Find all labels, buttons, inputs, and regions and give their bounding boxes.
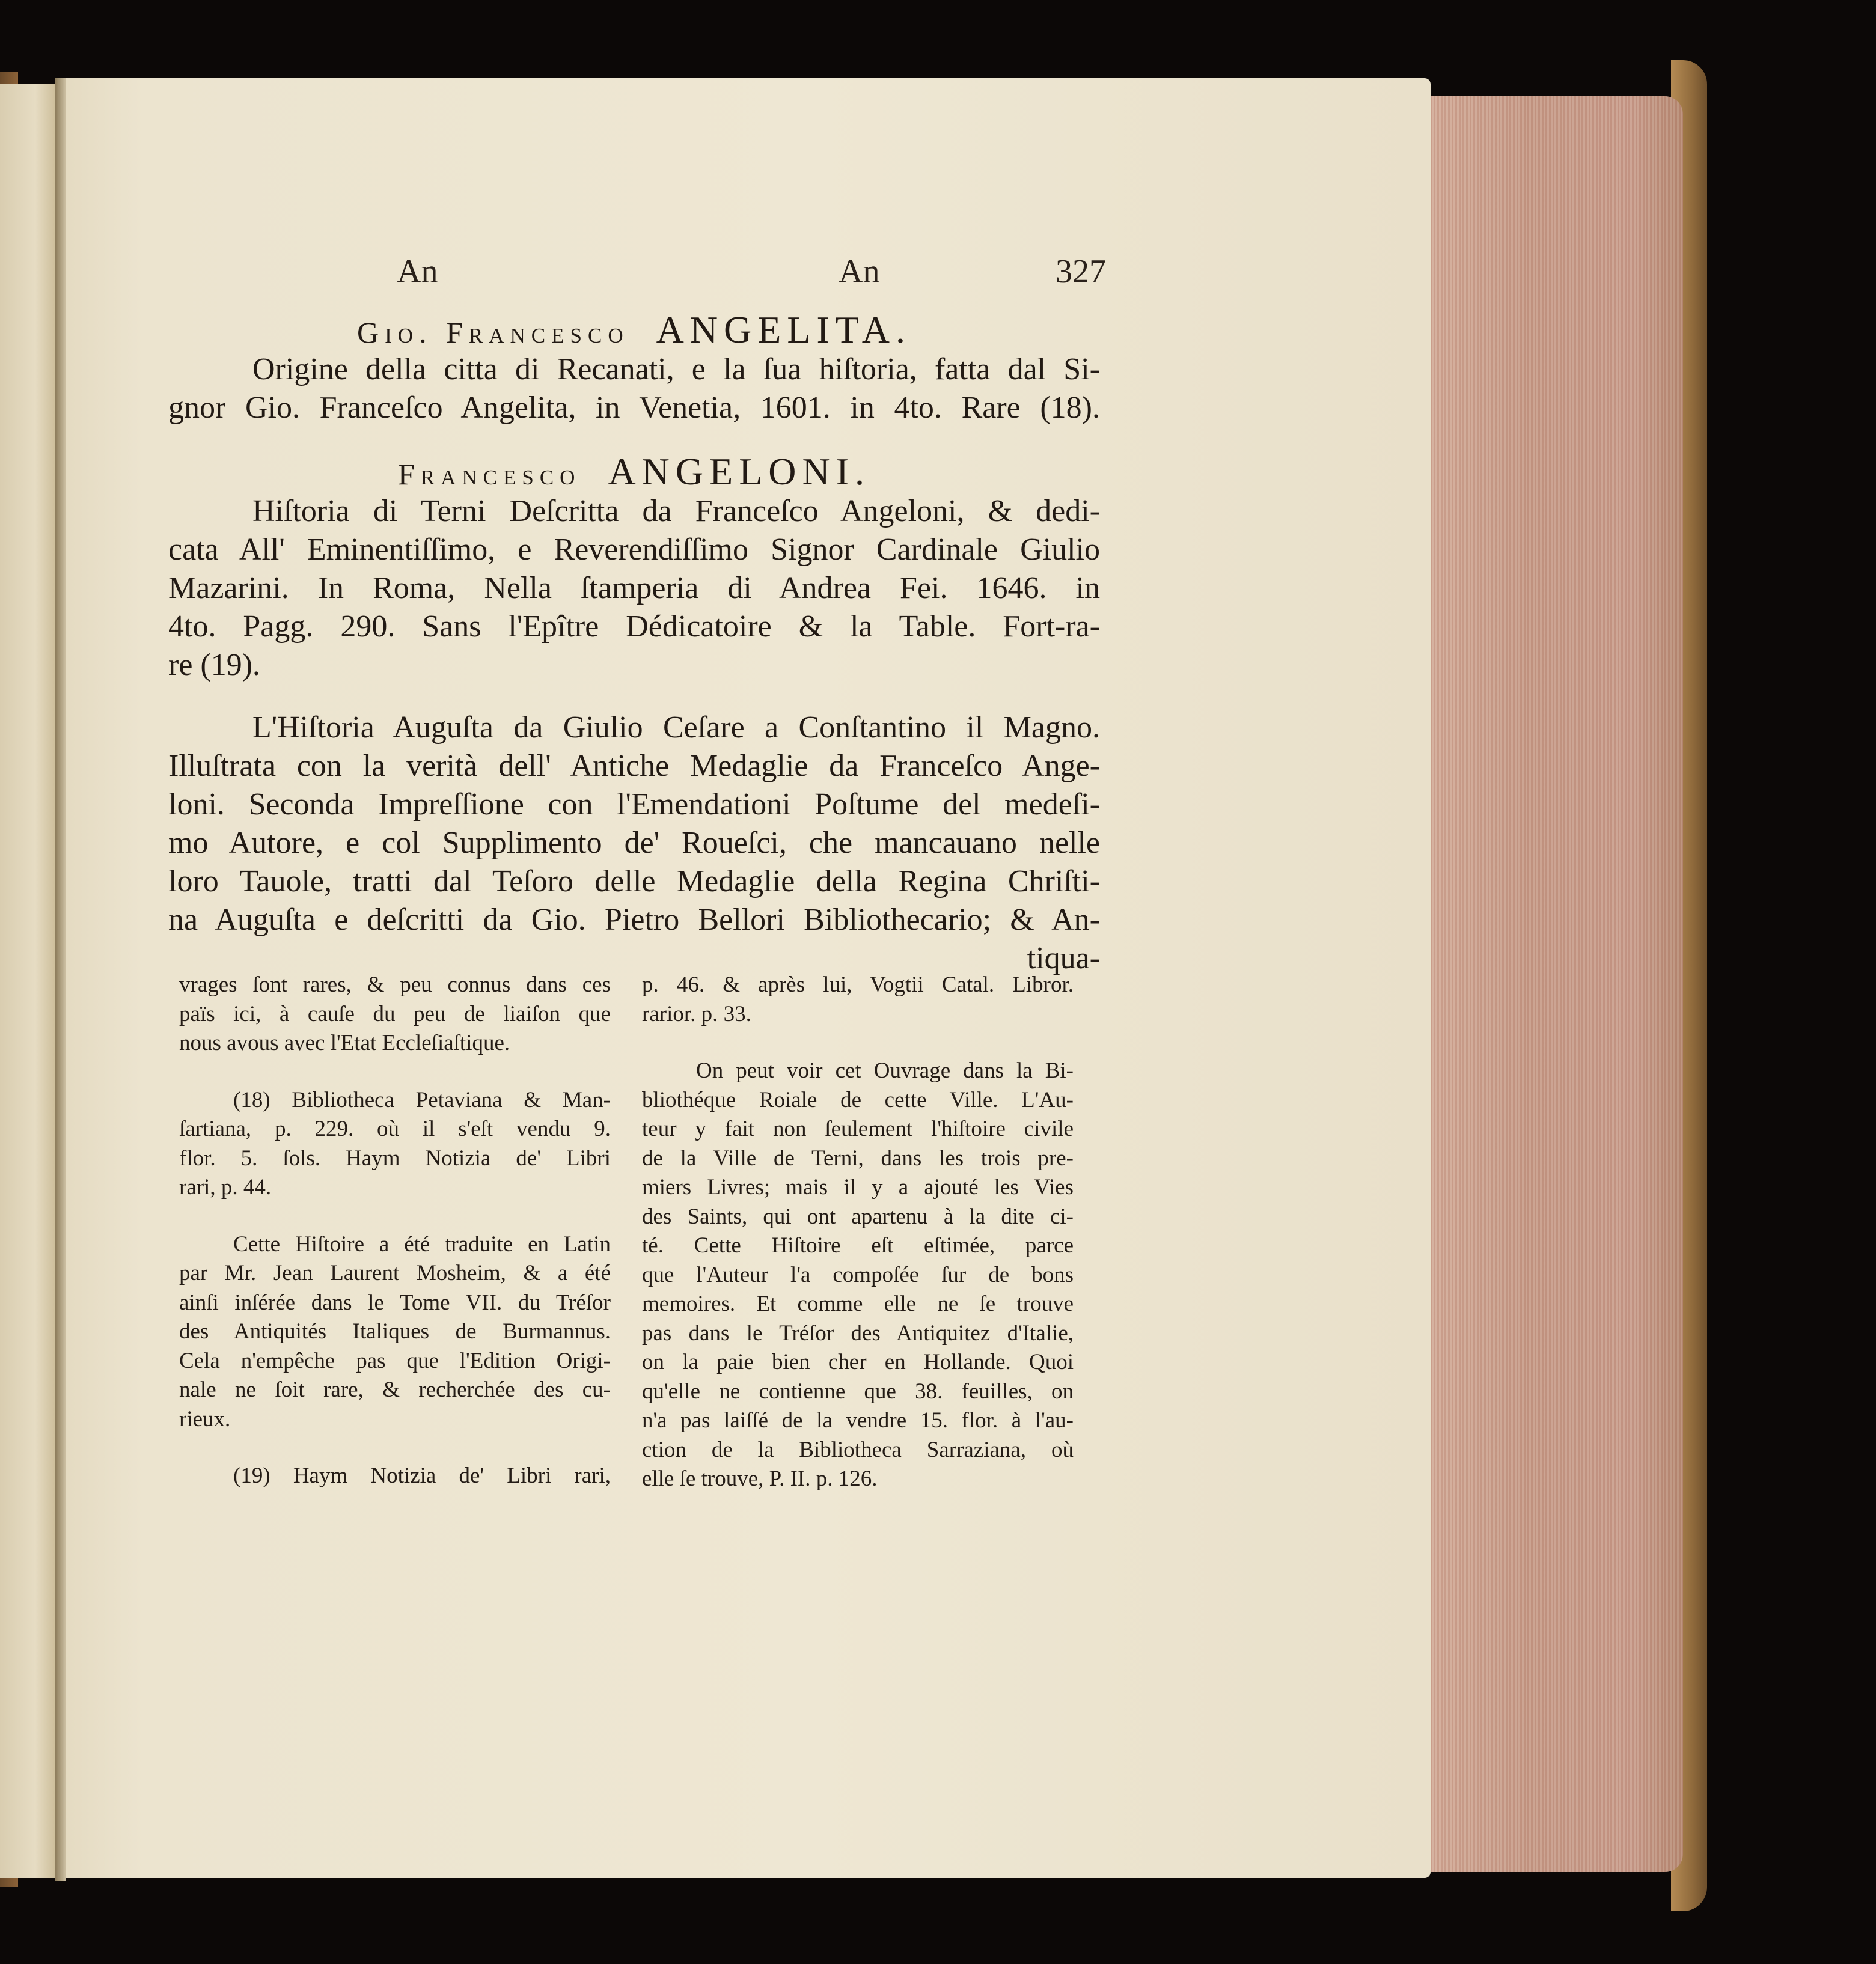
note-line: pas dans le Tréſor des Antiquitez d'Italie, bbox=[642, 1320, 1074, 1346]
note-line: rarior. p. 33. bbox=[642, 1001, 751, 1026]
text-line: re (19). bbox=[168, 648, 261, 682]
heading-prefix: Gio. Francesco bbox=[357, 316, 629, 349]
footnotes-left-column bbox=[179, 971, 611, 1491]
note-line: ſartiana, p. 229. où il s'eſt vendu 9. bbox=[179, 1117, 611, 1141]
note-line: des Antiquités Italiques de Burmannus. bbox=[179, 1319, 611, 1344]
text-line: mo Autore, e col Supplimento de' Roueſci, che mancauano nelle bbox=[168, 826, 1100, 860]
note-line: que l'Auteur l'a compoſée ſur de bons bbox=[642, 1262, 1074, 1287]
text-line: L'Hiſtoria Auguſta da Giulio Ceſare a Conſtantino il Magno. bbox=[252, 710, 1100, 745]
text-line: na Auguſta e deſcritti da Gio. Pietro Bellori Bibliothecario; & An- bbox=[168, 903, 1100, 937]
note-line: ction de la Bibliotheca Sarraziana, où bbox=[642, 1437, 1074, 1462]
text-line: loni. Seconda Impreſſione con l'Emendationi Poſtume del medeſi- bbox=[168, 787, 1100, 822]
page-block-edges bbox=[1425, 96, 1683, 1872]
note-line: On peut voir cet Ouvrage dans la Bi- bbox=[696, 1058, 1074, 1083]
heading-prefix: Francesco bbox=[397, 457, 581, 491]
text-line: loro Tauole, tratti dal Teſoro delle Medaglie della Regina Chriſti- bbox=[168, 864, 1100, 898]
note-line: p. 46. & après lui, Vogtii Catal. Libror. bbox=[642, 972, 1074, 997]
note-line: bliothéque Roiale de cette Ville. L'Au- bbox=[642, 1087, 1074, 1112]
text-line: gnor Gio. Franceſco Angelita, in Venetia, 1601. in 4to. Rare (18). bbox=[168, 391, 1100, 425]
note-line: té. Cette Hiſtoire eſt eſtimée, parce bbox=[642, 1233, 1074, 1258]
note-line: (19) Haym Notizia de' Libri rari, bbox=[233, 1463, 611, 1488]
footnotes bbox=[179, 971, 1111, 1529]
note-line: Cela n'empêche pas que l'Edition Origi- bbox=[179, 1348, 611, 1373]
note-line: rari, p. 44. bbox=[179, 1175, 272, 1200]
text-line: cata All' Eminentiſſimo, e Reverendiſſimo Signor Cardinale Giulio bbox=[168, 532, 1100, 567]
page-number: 327 bbox=[1056, 253, 1106, 290]
note-line: (18) Bibliotheca Petaviana & Man- bbox=[233, 1087, 611, 1112]
running-header bbox=[168, 252, 1106, 300]
entry-heading-angelita bbox=[168, 310, 1100, 350]
note-line: par Mr. Jean Laurent Mosheim, & a été bbox=[179, 1261, 611, 1285]
text-line: 4to. Pagg. 290. Sans l'Epître Dédicatoire & la Table. Fort-ra- bbox=[168, 609, 1100, 644]
header-center: An bbox=[839, 253, 880, 290]
note-line: nous avous avec l'Etat Eccleſiaſtique. bbox=[179, 1031, 510, 1055]
note-line: on la paie bien cher en Hollande. Quoi bbox=[642, 1350, 1074, 1374]
main-text bbox=[168, 310, 1100, 978]
catchword: tiqua- bbox=[1027, 941, 1100, 975]
note-line: nale ne ſoit rare, & recherchée des cu- bbox=[179, 1377, 611, 1402]
text-line: Illuſtrata con la verità dell' Antiche Medaglie da Franceſco Ange- bbox=[168, 749, 1100, 783]
note-line: Cette Hiſtoire a été traduite en Latin bbox=[233, 1231, 611, 1257]
note-line: elle ſe trouve, P. II. p. 126. bbox=[642, 1466, 878, 1491]
note-line: teur y fait non ſeulement l'hiſtoire civile bbox=[642, 1117, 1074, 1141]
note-line: flor. 5. ſols. Haym Notizia de' Libri bbox=[179, 1145, 611, 1171]
note-line: qu'elle ne contienne que 38. feuilles, on bbox=[642, 1379, 1074, 1404]
text-line: Hiſtoria di Terni Deſcritta da Franceſco Angeloni, & dedi- bbox=[252, 494, 1100, 528]
note-line: memoires. Et comme elle ne ſe trouve bbox=[642, 1292, 1074, 1316]
book-gutter bbox=[55, 78, 66, 1881]
left-page-edge bbox=[0, 84, 59, 1878]
footnotes-right-column bbox=[642, 971, 1074, 1494]
text-line: Mazarini. In Roma, Nella ſtamperia di Andrea Fei. 1646. in bbox=[168, 571, 1100, 605]
note-line: des Saints, qui ont apartenu à la dite ci- bbox=[642, 1204, 1074, 1229]
note-line: païs ici, à cauſe du peu de liaiſon que bbox=[179, 1001, 611, 1026]
heading-name: ANGELONI. bbox=[608, 450, 871, 493]
note-line: ainſi inſérée dans le Tome VII. du Tréſor bbox=[179, 1290, 611, 1315]
note-line: miers Livres; mais il y a ajouté les Vies bbox=[642, 1175, 1074, 1200]
note-line: n'a pas laiſſé de la vendre 15. flor. à l'au- bbox=[642, 1408, 1074, 1433]
text-line: Origine della citta di Recanati, e la ſua hiſtoria, fatta dal Si- bbox=[252, 352, 1100, 386]
header-left: An bbox=[397, 253, 438, 290]
note-line: rieux. bbox=[179, 1406, 231, 1432]
heading-name: ANGELITA. bbox=[656, 308, 911, 351]
note-line: vrages ſont rares, & peu connus dans ces bbox=[179, 972, 611, 997]
entry-heading-angeloni bbox=[168, 451, 1100, 492]
note-line: de la Ville de Terni, dans les trois pre- bbox=[642, 1145, 1074, 1171]
